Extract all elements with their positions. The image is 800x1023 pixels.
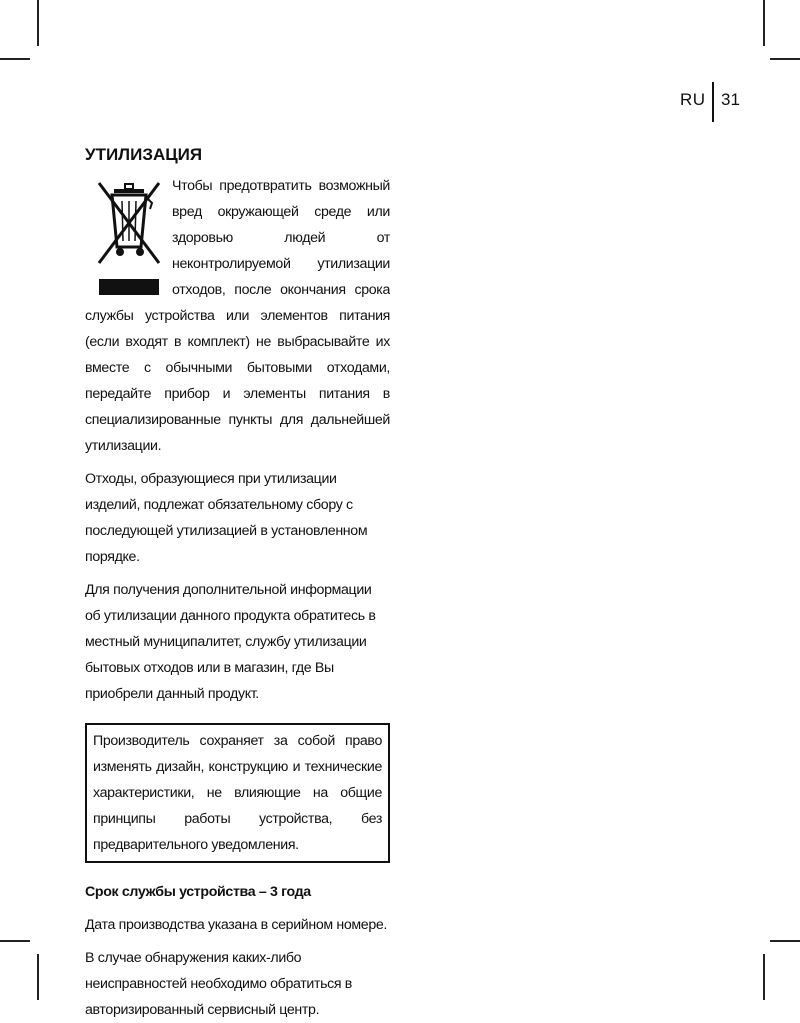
crossed-out-wheelie-bin-icon (96, 179, 162, 299)
crop-mark-bottom-left-h (0, 940, 30, 942)
crop-mark-top-right-h (770, 58, 800, 60)
malfunction-text: В случае обнаружения каких-либо неисправностей необходимо обратиться в авторизированный сервисный центр. (85, 950, 352, 1018)
header-divider (712, 82, 714, 122)
crop-mark-top-left-h (0, 58, 30, 60)
section-title: УТИЛИЗАЦИЯ (85, 145, 203, 164)
crop-mark-bottom-right (763, 954, 765, 1000)
manufacturer-notice-box (85, 723, 390, 863)
manufacturer-notice-text: Производитель сохраняет за собой право изменять дизайн, конструкцию и технические характеристики, не влияющие на общие принципы работы устройства, без предварительного уведомления. (93, 733, 382, 853)
disposal-block (85, 173, 390, 459)
production-date-text: Дата производства указана в серийном номере. (85, 917, 388, 933)
crop-mark-bottom-left (37, 954, 39, 1000)
crop-mark-top-left (37, 0, 39, 46)
language-code: RU (680, 90, 706, 109)
crop-mark-bottom-right-h (770, 940, 800, 942)
page-number: 31 (721, 90, 740, 109)
disposal-instructions: Чтобы предотвратить возможный вред окружающей среде или здоровью людей от неконтролируемой утилизации отходов, после окончания срока службы устройства или элементов питания (если входят в комплект) не выбрасывайте их вместе с обычными бытовыми отходами, передайте прибор и элементы питания в специализированные пункты для дальнейшей утилизации. (85, 178, 390, 454)
page-content (85, 143, 390, 1023)
crop-mark-top-right (763, 0, 765, 46)
more-information-paragraph: Для получения дополнительной информации об утилизации данного продукта обратитесь в местный муниципалитет, службу утилизации бытовых отходов или в магазин, где Вы приобрели данный продукт. (85, 582, 376, 702)
waste-collection-paragraph: Отходы, образующиеся при утилизации изделий, подлежат обязательному сбору с последующей утилизацией в установленном порядке. (85, 471, 368, 565)
service-life-heading: Срок службы устройства – 3 года (85, 884, 311, 900)
